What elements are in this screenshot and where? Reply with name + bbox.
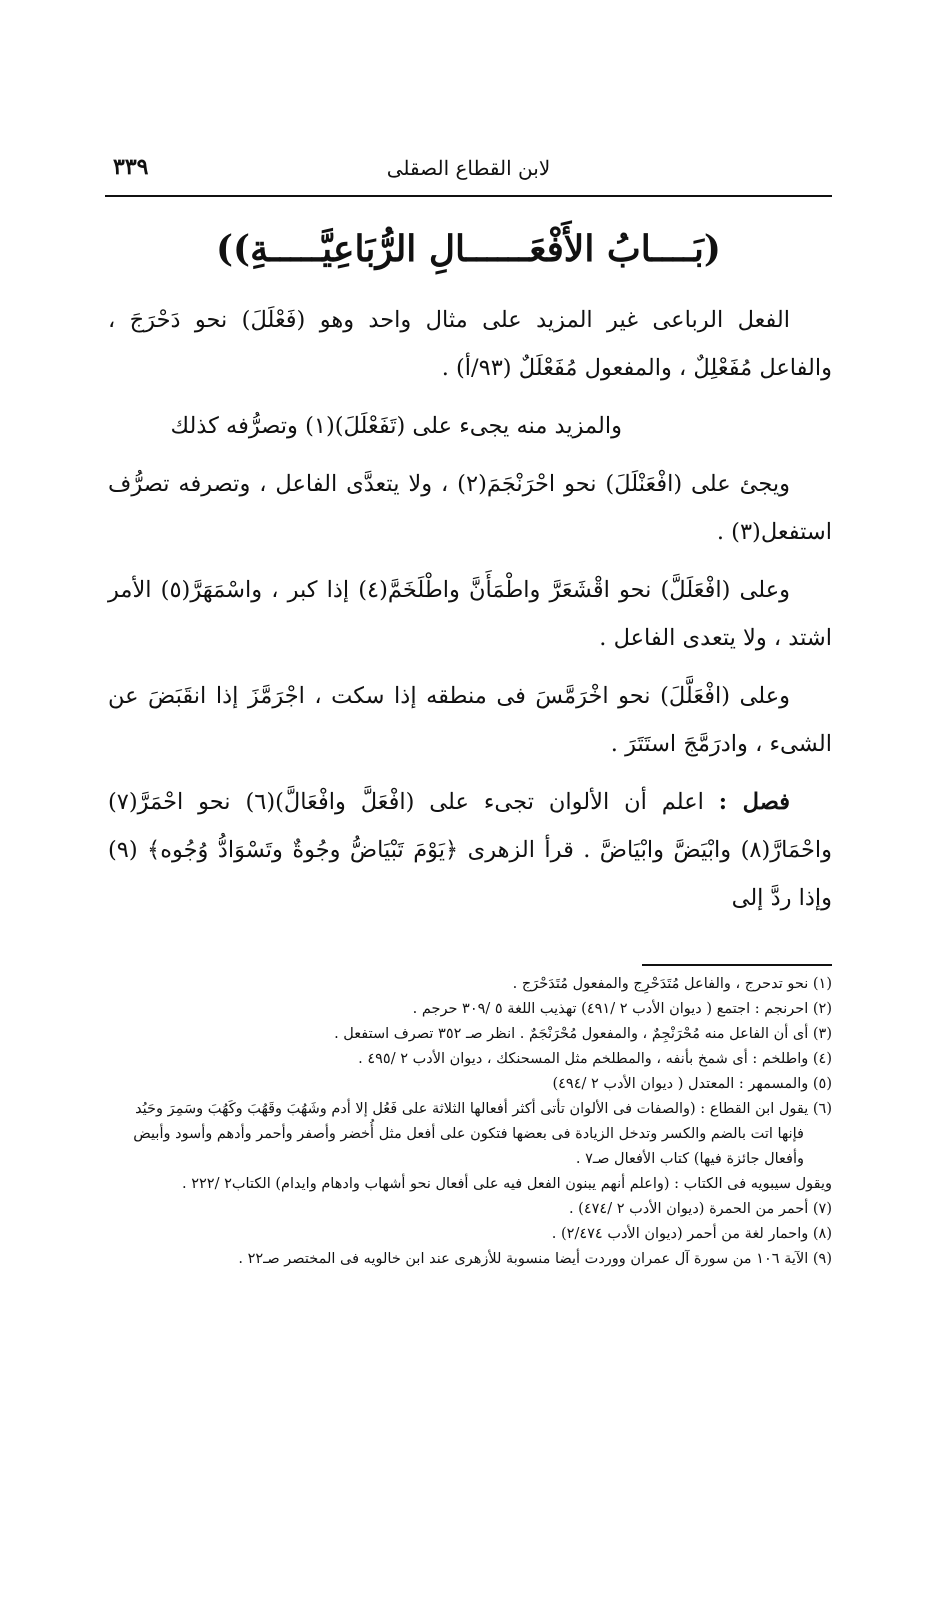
footnote: (٨) واحمار لغة من أحمر (ديوان الأدب ٢/٤٧٤) .	[551, 1226, 832, 1242]
footnote-rule	[642, 964, 832, 966]
fasl-lead: فصل :	[718, 789, 790, 815]
footnote: (٧) أحمر من الحمرة (ديوان الأدب ٢ /٤٧٤) .	[568, 1201, 832, 1217]
footnote: (٣) أى أن الفاعل منه مُحْرَنْجِمٌ ، والمفعول مُحْرَنْجَمٌ . انظر صـ ٣٥٢ تصرف استفعل .	[334, 1026, 832, 1042]
footnotes	[108, 972, 832, 1272]
footnote: (٥) والمسمهر : المعتدل ( ديوان الأدب ٢ /٤٩٤)	[552, 1076, 832, 1092]
paragraph: ويجئ على (افْعَنْلَلَ) نحو احْرَنْجَمَ(٢) ، ولا يتعدَّى الفاعل ، وتصرفه تصرُّف استفعل(٣) .	[108, 471, 832, 545]
footnote: (٤) واطلخم : أى شمخ بأنفه ، والمطلخم مثل المسحنكك ، ديوان الأدب ٢ /٤٩٥ .	[358, 1051, 832, 1067]
footnote-continuation: وأفعال جائزة فيها) كتاب الأفعال صـ٧ .	[575, 1151, 804, 1167]
running-title: لابن القطاع الصقلى	[386, 156, 551, 180]
fasl-text: اعلم أن الألوان تجىء على (افْعَلَّ وافْعَالَّ)(٦) نحو احْمَرَّ(٧) واحْمَارَّ(٨) وابْيَضَّ وابْيَاضَّ . قرأ الزهرى ﴿يَوْمَ تَبْيَاضُّ وجُوةٌ وتَسْوَادُّ وُجُوه﴾ (٩) وإذا ردَّ إلى	[108, 789, 832, 911]
running-header	[105, 152, 832, 188]
footnote: (٩) الآية ١٠٦ من سورة آل عمران ووردت أيضا منسوبة للأزهرى عند ابن خالويه فى المختصر صـ٢٢ .	[238, 1251, 832, 1267]
footnote: (١) نحو تدحرج ، والفاعل مُتَدَحْرِج والمفعول مُتَدَحْرَج .	[512, 976, 832, 992]
footnote-note: ويقول سيبويه فى الكتاب : (واعلم أنهم يبنون الفعل فيه على أفعال نحو أشهاب وادهام وايدام) الكتاب٢ /٢٢٢ .	[181, 1176, 832, 1192]
footnote-continuation: فإنها اتت بالضم والكسر وتدخل الزيادة فى بعضها فتكون على أفعل مثل أُخضر وأصفر وأحمر وأدهم وأسود وأبيض	[133, 1126, 804, 1142]
fasl-paragraph	[108, 778, 832, 922]
page-number: ٣٣٩	[113, 154, 149, 180]
paragraph: وعلى (افْعَلَلَّ) نحو اقْشَعَرَّ واطْمَأَنَّ واطْلَخَمَّ(٤) إذا كبر ، واسْمَهَرَّ(٥) الأمر اشتد ، ولا يتعدى الفاعل .	[108, 577, 832, 651]
footnote: (٦) يقول ابن القطاع : (والصفات فى الألوان تأتى أكثر أفعالها الثلاثة على فَعُل إلا أدم وشَهُبَ وقَهُبَ وكَهُبَ وسَمِرَ وحَيُد	[135, 1101, 832, 1117]
paragraph: والمزيد منه يجىء على (تَفَعْلَلَ)(١) وتصرُّفه كذلك	[170, 413, 622, 439]
header-rule	[105, 195, 832, 197]
footnote: (٢) احرنجم : اجتمع ( ديوان الأدب ٢ /٤٩١) تهذيب اللغة ٥ /٣٠٩ حرجم .	[412, 1001, 832, 1017]
paragraph: وعلى (افْعَلَّلَ) نحو اخْرَمَّسَ فى منطقه إذا سكت ، اجْرَمَّزَ إذا انقَبَضَ عن الشىء ، وادرَمَّجَ استَتَرَ .	[108, 683, 832, 757]
paragraph: الفعل الرباعى غير المزيد على مثال واحد وهو (فَعْلَلَ) نحو دَحْرَجَ ، والفاعل مُفَعْلِلٌ ، والمفعول مُفَعْلَلٌ (٩٣/أ) .	[108, 307, 832, 381]
main-text	[108, 296, 832, 932]
chapter-title: (بَــــابُ الأَفْعَــــــالِ الرُّبَاعِيَّـــــةِ))	[216, 228, 721, 270]
